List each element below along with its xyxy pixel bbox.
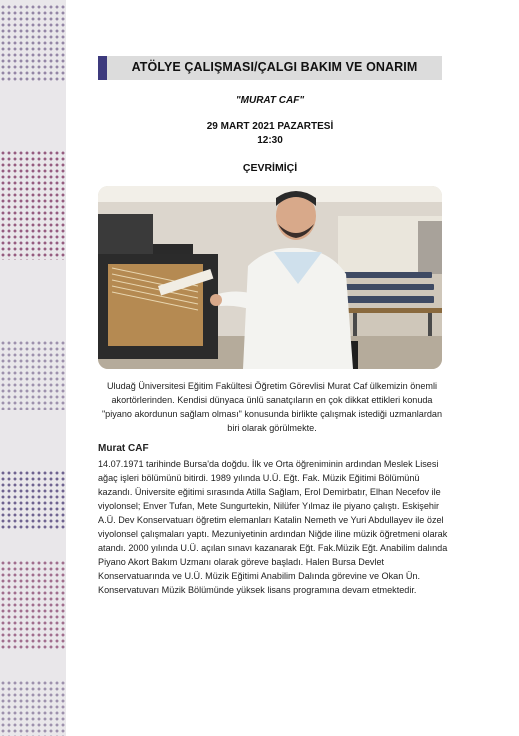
speaker-photo (98, 186, 442, 369)
event-date: 29 MART 2021 PAZARTESİ (206, 121, 334, 132)
bio-heading: Murat CAF (98, 443, 149, 454)
decorative-side-strip (0, 0, 66, 736)
event-mode: ÇEVRİMİÇİ (242, 162, 298, 174)
page-title: ATÖLYE ÇALIŞMASI/ÇALGI BAKIM VE ONARIM (131, 60, 418, 74)
dot-pattern (0, 680, 66, 736)
dot-pattern (0, 4, 66, 82)
event-time: 12:30 (257, 135, 283, 146)
dot-pattern (0, 340, 66, 410)
title-banner (98, 56, 442, 80)
title-accent-block (98, 56, 107, 80)
speaker-photo-illustration (98, 186, 442, 369)
speaker-name: "MURAT CAF" (235, 95, 305, 106)
bio-paragraph: 14.07.1971 tarihinde Bursa'da doğdu. İlk ve Orta öğreniminin ardından Meslek Lisesi ağaç işleri bölümünü bitirdi. 1989 yılında U.Ü. Eğt. Fak. Müzik Eğitimi Bölümünü kazandı. Üniversite eğitimi sırasında Atilla Sağlam, Erol Demirbatır, Elhan Necefov ile viyolonsel; Enver Tufan, Mete Sungurtekin, Nilüfer Yılmaz ile piyano çalıştı. Eskişehir A.Ü. Dev Konservatuarı öğretim elemanları Katalin Nemeth ve Yuri Abdullayev ile özel viyolonsel çalışmaları yaptı. Mezuniyetinin ardından Niğde iline müzik öğretmeni olarak atandı. 2000 yılında U.Ü. açılan sınavı kazanarak Eğt. Fak.Müzik Eğt. Anabilim dalında Piyano Akort Bakım Uzmanı olarak göreve başladı. Halen Bursa Devlet Konservatuarında ve U.Ü. Müzik Eğitimi Anabilim Dalında görevine ve Okan Ün. Konservatuvarı Müzik Bölümünde yüksek lisans programına devam etmektedir. (98, 459, 448, 595)
dot-pattern (0, 560, 66, 650)
intro-paragraph: Uludağ Üniversitesi Eğitim Fakültesi Öğretim Görevlisi Murat Caf ülkemizin önemli akortörlerinden. Kendisi dünyaca ünlü sanatçıların en çok dikkat ettikleri konuda "piyano akordunun sağlam olması" konusunda birlikte çalışmak istediği uzmanlardan biri olarak görülmekte. (101, 381, 443, 433)
dot-pattern (0, 470, 66, 530)
dot-pattern (0, 150, 66, 260)
